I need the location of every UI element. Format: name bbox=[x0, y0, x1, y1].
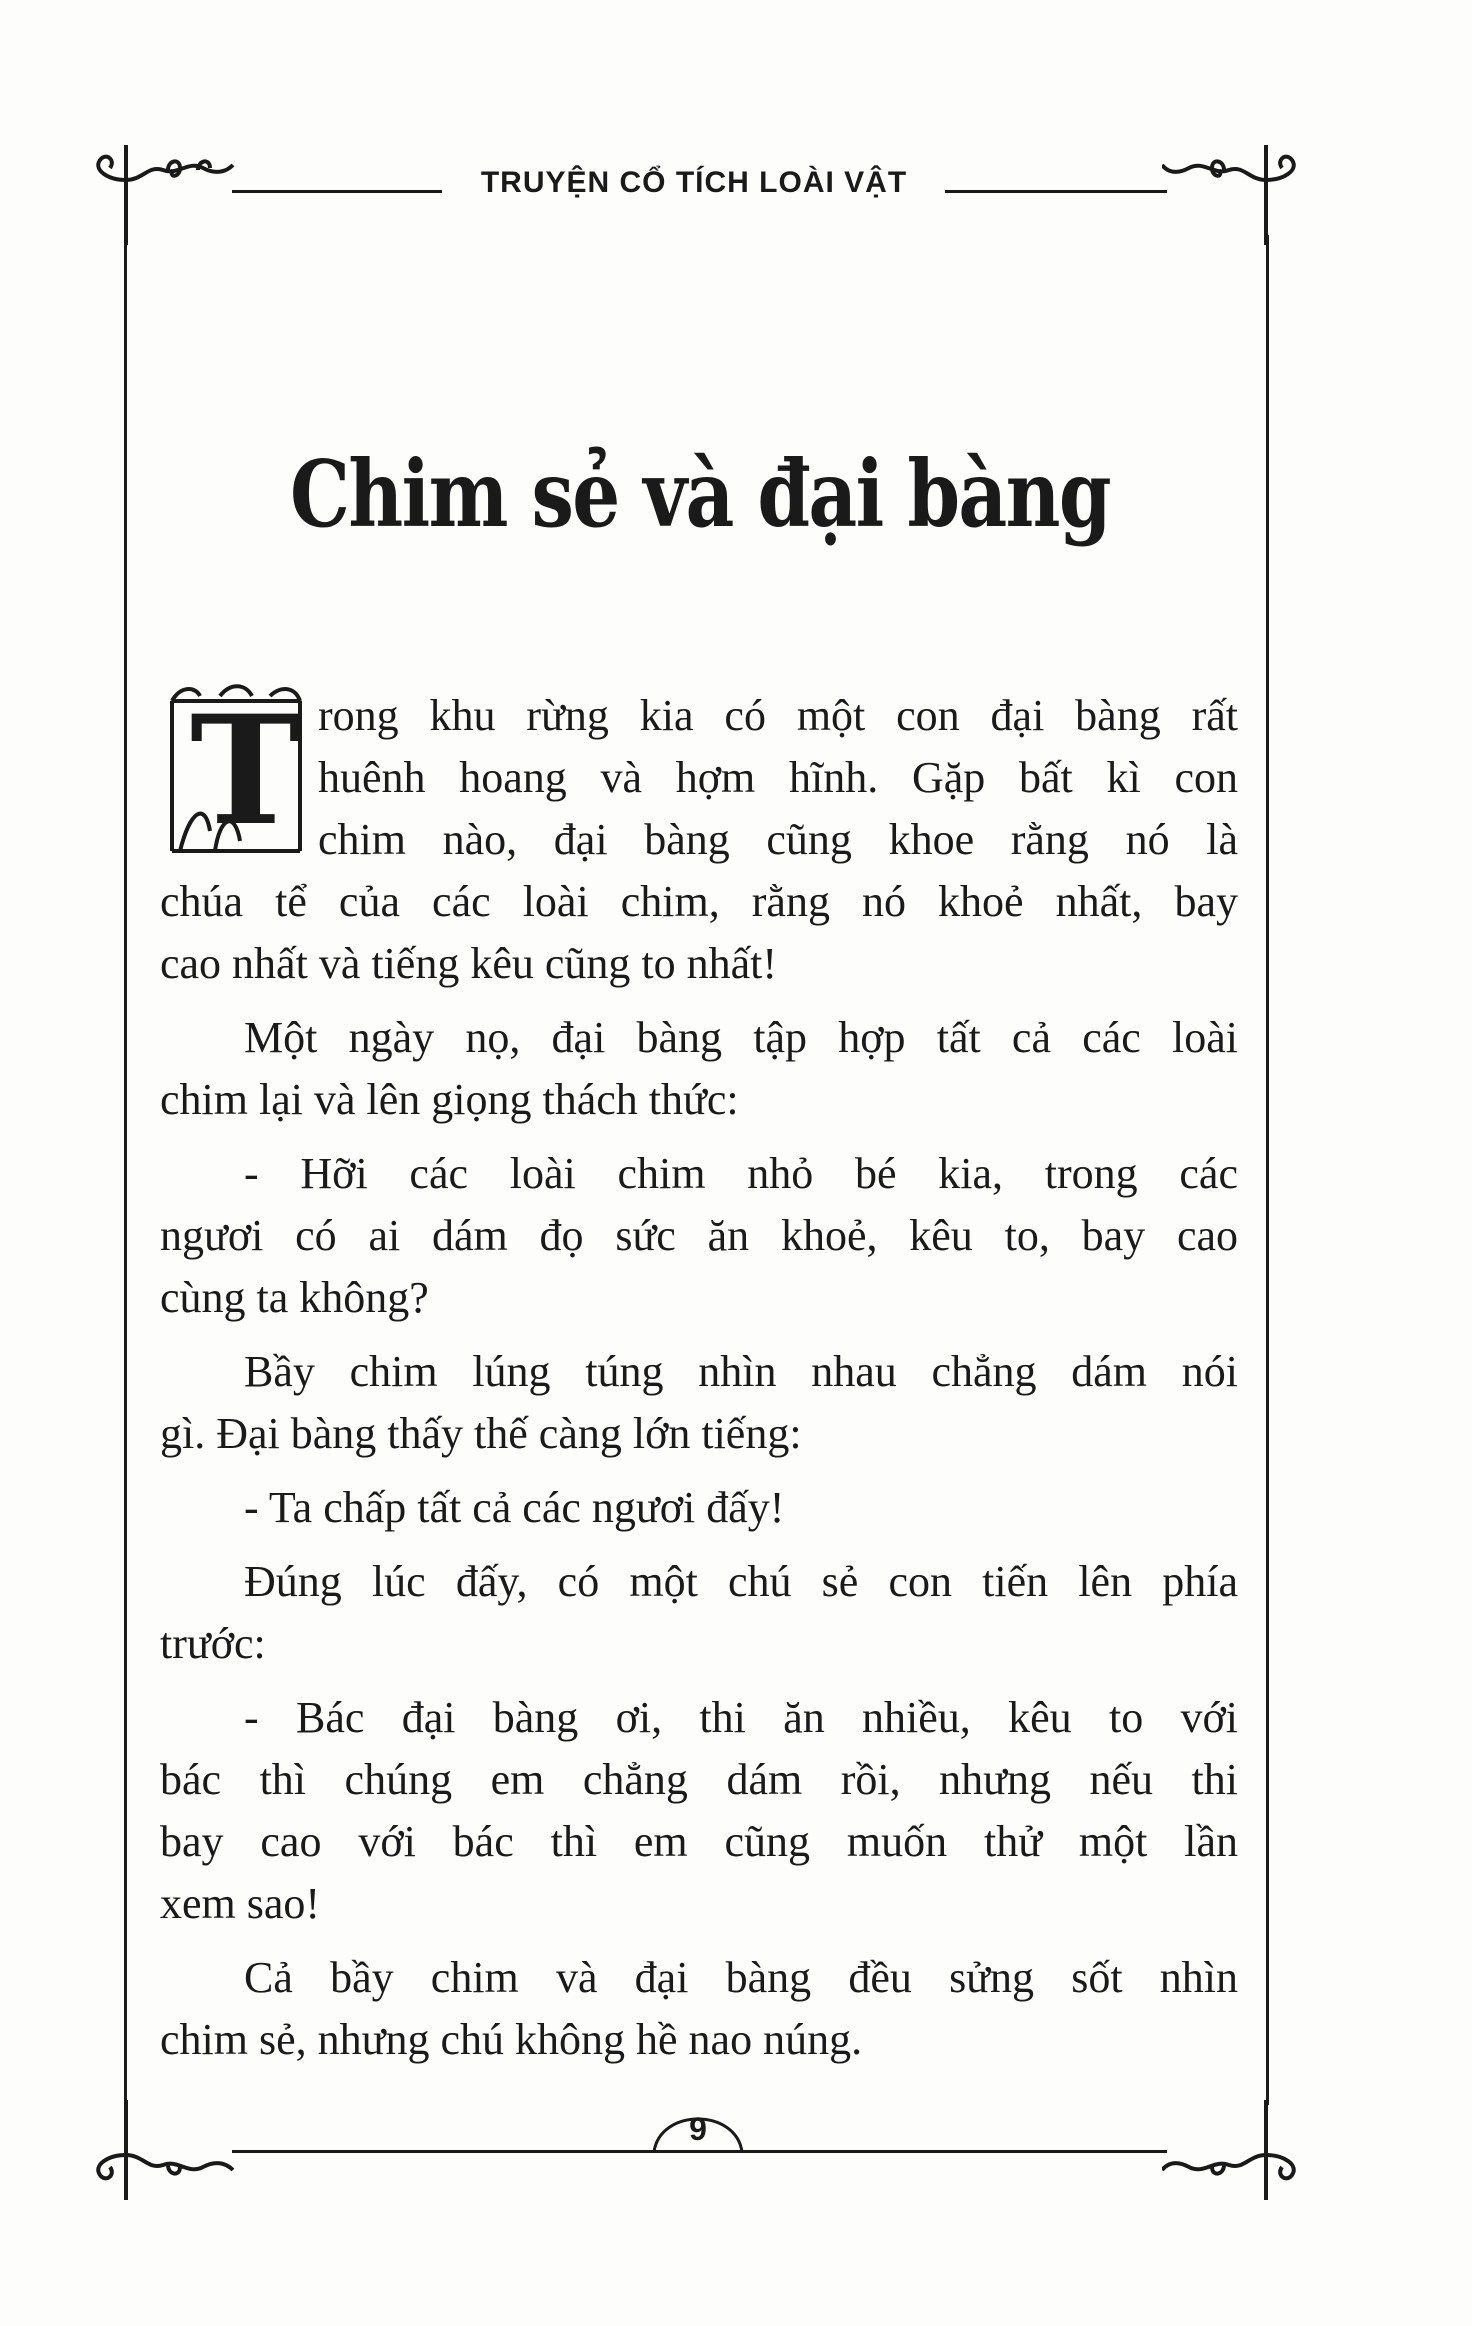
text-line: Bầy chim lúng túng nhìn nhau chẳng dám nói bbox=[244, 1347, 1238, 1396]
text-line: - Bác đại bàng ơi, thi ăn nhiều, kêu to với bbox=[244, 1693, 1238, 1742]
paragraph-1 bbox=[160, 685, 1238, 995]
ornament-bottom-left-icon bbox=[88, 2095, 238, 2205]
text-line: bác thì chúng em chẳng dám rồi, nhưng nếu thi bbox=[160, 1755, 1238, 1804]
paragraph-7 bbox=[160, 1687, 1238, 1935]
paragraph-4 bbox=[160, 1341, 1238, 1465]
text-line: - Hỡi các loài chim nhỏ bé kia, trong các bbox=[244, 1149, 1238, 1198]
ornament-top-right-icon bbox=[1162, 140, 1312, 250]
text-line: cùng ta không? bbox=[160, 1273, 429, 1322]
page-number-text: 9 bbox=[689, 2111, 707, 2147]
text-line: chim lại và lên giọng thách thức: bbox=[160, 1075, 739, 1124]
text-line: Cả bầy chim và đại bàng đều sửng sốt nhìn bbox=[244, 1953, 1238, 2002]
page-number bbox=[650, 2098, 746, 2152]
drop-cap-letter: T bbox=[190, 683, 302, 859]
text-line: huênh hoang và hợm hĩnh. Gặp bất kì con bbox=[318, 753, 1238, 802]
paragraph-2 bbox=[160, 1007, 1238, 1131]
drop-cap-ornament bbox=[160, 681, 310, 861]
text-line: rong khu rừng kia có một con đại bàng rất bbox=[318, 691, 1238, 740]
text-line: Đúng lúc đấy, có một chú sẻ con tiến lên phía bbox=[244, 1557, 1238, 1606]
text-line: bay cao với bác thì em cũng muốn thử một lần bbox=[160, 1817, 1238, 1866]
header-rule-left bbox=[232, 190, 442, 193]
text-line: xem sao! bbox=[160, 1879, 321, 1928]
paragraph-3 bbox=[160, 1143, 1238, 1329]
text-line: ngươi có ai dám đọ sức ăn khoẻ, kêu to, bay cao bbox=[160, 1211, 1238, 1260]
running-header: TRUYỆN CỔ TÍCH LOÀI VẬT bbox=[480, 166, 908, 199]
paragraph-6 bbox=[160, 1551, 1238, 1675]
text-line: - Ta chấp tất cả các ngươi đấy! bbox=[244, 1483, 785, 1532]
frame-left-border bbox=[124, 235, 127, 2105]
paragraph-5 bbox=[160, 1477, 1238, 1539]
text-line: gì. Đại bàng thấy thế càng lớn tiếng: bbox=[160, 1409, 802, 1458]
ornament-top-left-icon bbox=[88, 140, 238, 250]
text-line: chim nào, đại bàng cũng khoe rằng nó là bbox=[318, 815, 1238, 864]
text-line: chim sẻ, nhưng chú không hề nao núng. bbox=[160, 2015, 863, 2064]
ornament-bottom-right-icon bbox=[1162, 2095, 1312, 2205]
text-line: chúa tể của các loài chim, rằng nó khoẻ nhất, bay bbox=[160, 877, 1238, 926]
text-line: trước: bbox=[160, 1619, 266, 1668]
story-body bbox=[160, 673, 1238, 2071]
frame-right-border bbox=[1266, 235, 1269, 2105]
header-rule-right bbox=[945, 190, 1167, 193]
paragraph-8 bbox=[160, 1947, 1238, 2071]
text-line: cao nhất và tiếng kêu cũng to nhất! bbox=[160, 939, 778, 988]
text-line: Một ngày nọ, đại bàng tập hợp tất cả các loài bbox=[244, 1013, 1238, 1062]
story-title: Chim sẻ và đại bàng bbox=[290, 440, 1110, 548]
